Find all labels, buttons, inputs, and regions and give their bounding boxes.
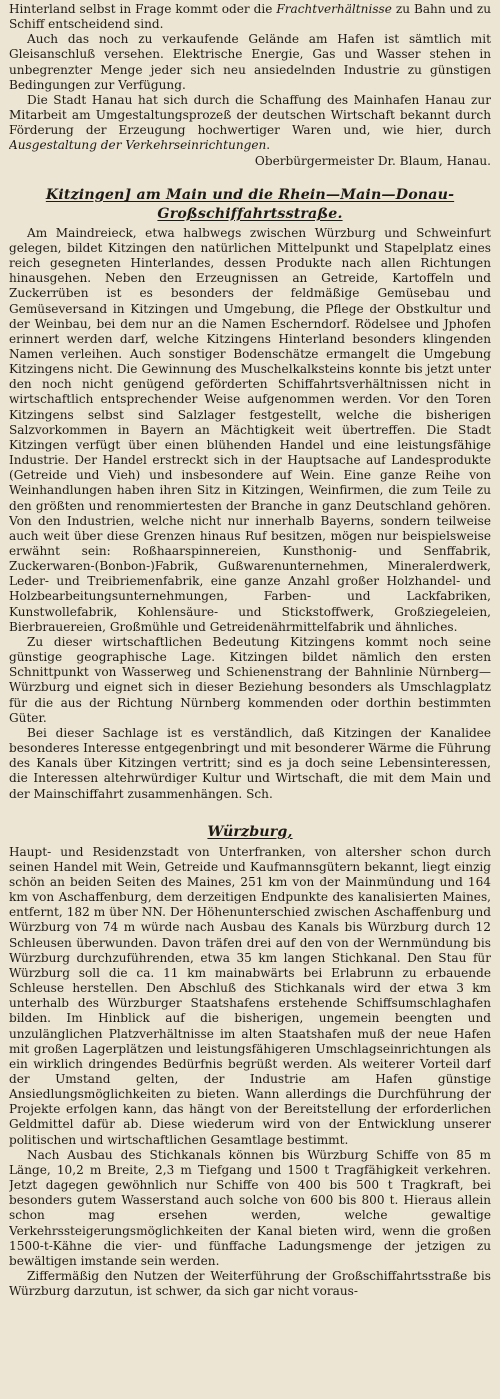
text-run: Die Stadt Hanau hat sich durch die Schaffung des Mainhafen Hanau zur Mitarbeit am Umgestaltungsprozeß der deutschen Wirtschaft bekannt durch Förderung der Erzeugung hochwertiger Waren und, wie hier, durch xyxy=(9,92,491,138)
section-kitzingen xyxy=(9,186,491,802)
paragraph: Ziffermäßig den Nutzen der Weiterführung der Großschiffahrtsstraße bis Würzburg darzutun, ist schwer, da sich gar nicht voraus- xyxy=(9,1269,491,1299)
text-run: Hinterland selbst in Frage kommt oder die xyxy=(9,2,277,16)
heading-line: Kitzingen] am Main und die Rhein—Main—Donau- xyxy=(45,186,455,203)
paragraph: Haupt- und Residenzstadt von Unterfranken, von altersher schon durch seinen Handel mit Wein, Getreide und Kaufmannsgütern bekannt, liegt einzig schön an beiden Seiten des Maines, 251 km von der Mainmündung und 164 km von Aschaffenburg, dem derzeitigen Endpunkte des kanalisierten Maines, entfernt, 182 m über NN. Der Höhenunterschied zwischen Aschaffenburg und Würzburg von 74 m würde nach Ausbau des Kanals bis Würzburg durch 12 Schleusen überwunden. Davon träfen drei auf den von der Wernmündung bis Würzburg durchzuführenden, etwa 35 km langen Stichkanal. Den Stau für Würzburg soll die ca. 11 km mainabwärts bei Erlabrunn zu erbauende Schleuse herstellen. Den Abschluß des Stichkanals wird der etwa 3 km unterhalb des Würzburger Staatshafens erstehende Schiffsumschlaghafen bilden. Im Hinblick auf die bisherigen, ungemein beengten und unzulänglichen Platzverhältnisse im alten Staatshafen muß der neue Hafen mit großen Lagerplätzen und leistungsfähigeren Umschlagseinrichtungen als ein wirklich dringendes Bedürfnis begrüßt werden. Als weiterer Vorteil darf der Umstand gelten, der Industrie am Hafen günstige Ansiedlungsmöglichkeiten zu bieten. Wann allerdings die Durchführung der Projekte erfolgen kann, das hängt von der Bereitstellung der erforderlichen Geldmittel dafür ab. Diese wiederum wird von der Entwicklung unserer politischen und wirtschaftlichen Gesamtlage bestimmt. xyxy=(9,844,491,1147)
paragraph: Auch das noch zu verkaufende Gelände am Hafen ist sämtlich mit Gleisanschluß versehen. Elektrische Energie, Gas und Wasser stehen in unbegrenzter Menge jeder sich neu ansiedelnden Industrie zu günstigen Bedingungen zur Verfügung. xyxy=(9,32,491,92)
paragraph: Zu dieser wirtschaftlichen Bedeutung Kitzingens kommt noch seine günstige geographische Lage. Kitzingen bildet nämlich den ersten Schnittpunkt von Wasserweg und Schienenstrang der Bahnlinie Nürnberg—Würzburg und eignet sich in dieser Beziehung besonders als Umschlagplatz für die aus der Richtung Nürnberg kommenden oder dorthin bestimmten Güter. xyxy=(9,634,491,725)
paragraph: Bei dieser Sachlage ist es verständlich, daß Kitzingen der Kanalidee besonderes Interesse entgegenbringt und mit besonderer Wärme die Führung des Kanals über Kitzingen vertritt; sind es ja doch seine Lebensinteressen, die Interessen altehrwürdiger Kultur und Wirtschaft, die mit dem Main und der Mainschiffahrt zusammenhängen. Sch. xyxy=(9,725,491,801)
emphasis: Frachtverhältnisse xyxy=(276,2,392,16)
emphasis: Ausgestaltung der Verkehrseinrichtungen xyxy=(9,138,267,153)
section-hanau xyxy=(9,0,491,169)
text-run: . xyxy=(266,138,271,153)
heading-line: Großschiffahrtsstraße. xyxy=(157,205,343,222)
section-heading xyxy=(9,186,491,224)
paragraph: Am Maindreieck, etwa halbwegs zwischen Würzburg und Schweinfurt gelegen, bildet Kitzingen den natürlichen Mittelpunkt und Stapelplatz eines reich gesegneten Hinterlandes, dessen Produkte nach allen Richtungen hinausgehen. Neben den Erzeugnissen an Getreide, Kartoffeln und Zuckerrüben ist es besonders der feldmäßige Gemüsebau und Gemüseversand in Kitzingen und Umgebung, die Pflege der Obstkultur und der Weinbau, bei dem nur an die Namen Escherndorf. Rödelsee und Jphofen erinnert werden darf, welche Kitzingens Hinterland besonders klingenden Namen verleihen. Auch sonstiger Bodenschätze ermangelt die Umgebung Kitzingens nicht. Die Gewinnung des Muschelkalksteins konnte bis jetzt unter den noch nicht genügend geförderten Schiffahrtsverhältnissen nicht in wirtschaftlich entsprechender Weise aufgenommen werden. Vor den Toren Kitzingens selbst sind Salzlager festgestellt, welche die bisherigen Salzvorkommen in Bayern an Mächtigkeit weit übertreffen. Die Stadt Kitzingen verfügt über einen blühenden Handel und eine leistungsfähige Industrie. Der Handel erstreckt sich in der Hauptsache auf Landesprodukte (Getreide und Vieh) und insbesondere auf Wein. Eine ganze Reihe von Weinhandlungen haben ihren Sitz in Kitzingen, Weinfirmen, die zum Teile zu den größten und renommiertesten der Branche in ganz Deutschland gehören. Von den Industrien, welche nicht nur innerhalb Bayerns, sondern teilweise auch weit über diese Grenzen hinaus Ruf besitzen, mögen nur beispielsweise erwähnt sein: Roßhaarspinnereien, Kunsthonig- und Senffabrik, Zuckerwaren-(Bonbon-)Fabrik, Gußwarenunternehmen, Mineralerdwerk, Leder- und Treibriemenfabrik, eine ganze Anzahl großer Holzhandel- und Holzbearbeitungsunternehmungen, Farben- und Lackfabriken, Kunstwollefabrik, Kohlensäure- und Stickstoffwerk, Großziegeleien, Bierbrauereien, Großmühle und Getreidenährmittelfabrik und ähnliches. xyxy=(9,225,491,634)
signature: Oberbürgermeister Dr. Blaum, Hanau. xyxy=(254,153,491,168)
section-wuerzburg xyxy=(9,823,491,1300)
paragraph xyxy=(9,93,491,154)
paragraph: Nach Ausbau des Stichkanals können bis Würzburg Schiffe von 85 m Länge, 10,2 m Breite, 2,3 m Tiefgang und 1500 t Tragfähigkeit verkehren. Jetzt dagegen gewöhnlich nur Schiffe von 400 bis 500 t Tragkraft, bei besonders gutem Wasserstand auch solche von 600 bis 800 t. Hieraus allein schon mag ersehen werden, welche gewaltige Verkehrssteigerungsmöglichkeiten der Kanal bieten wird, wenn die großen 1500-t-Kähne die vier- und fünffache Ladungsmenge der jetzigen zu bewältigen imstande sein werden. xyxy=(9,1147,491,1268)
section-heading: Würzburg, xyxy=(207,823,293,840)
paragraph xyxy=(9,2,491,32)
text-run: zu Bahn und zu Schiff entscheidend sind. xyxy=(9,2,491,32)
document-page xyxy=(9,0,491,1399)
